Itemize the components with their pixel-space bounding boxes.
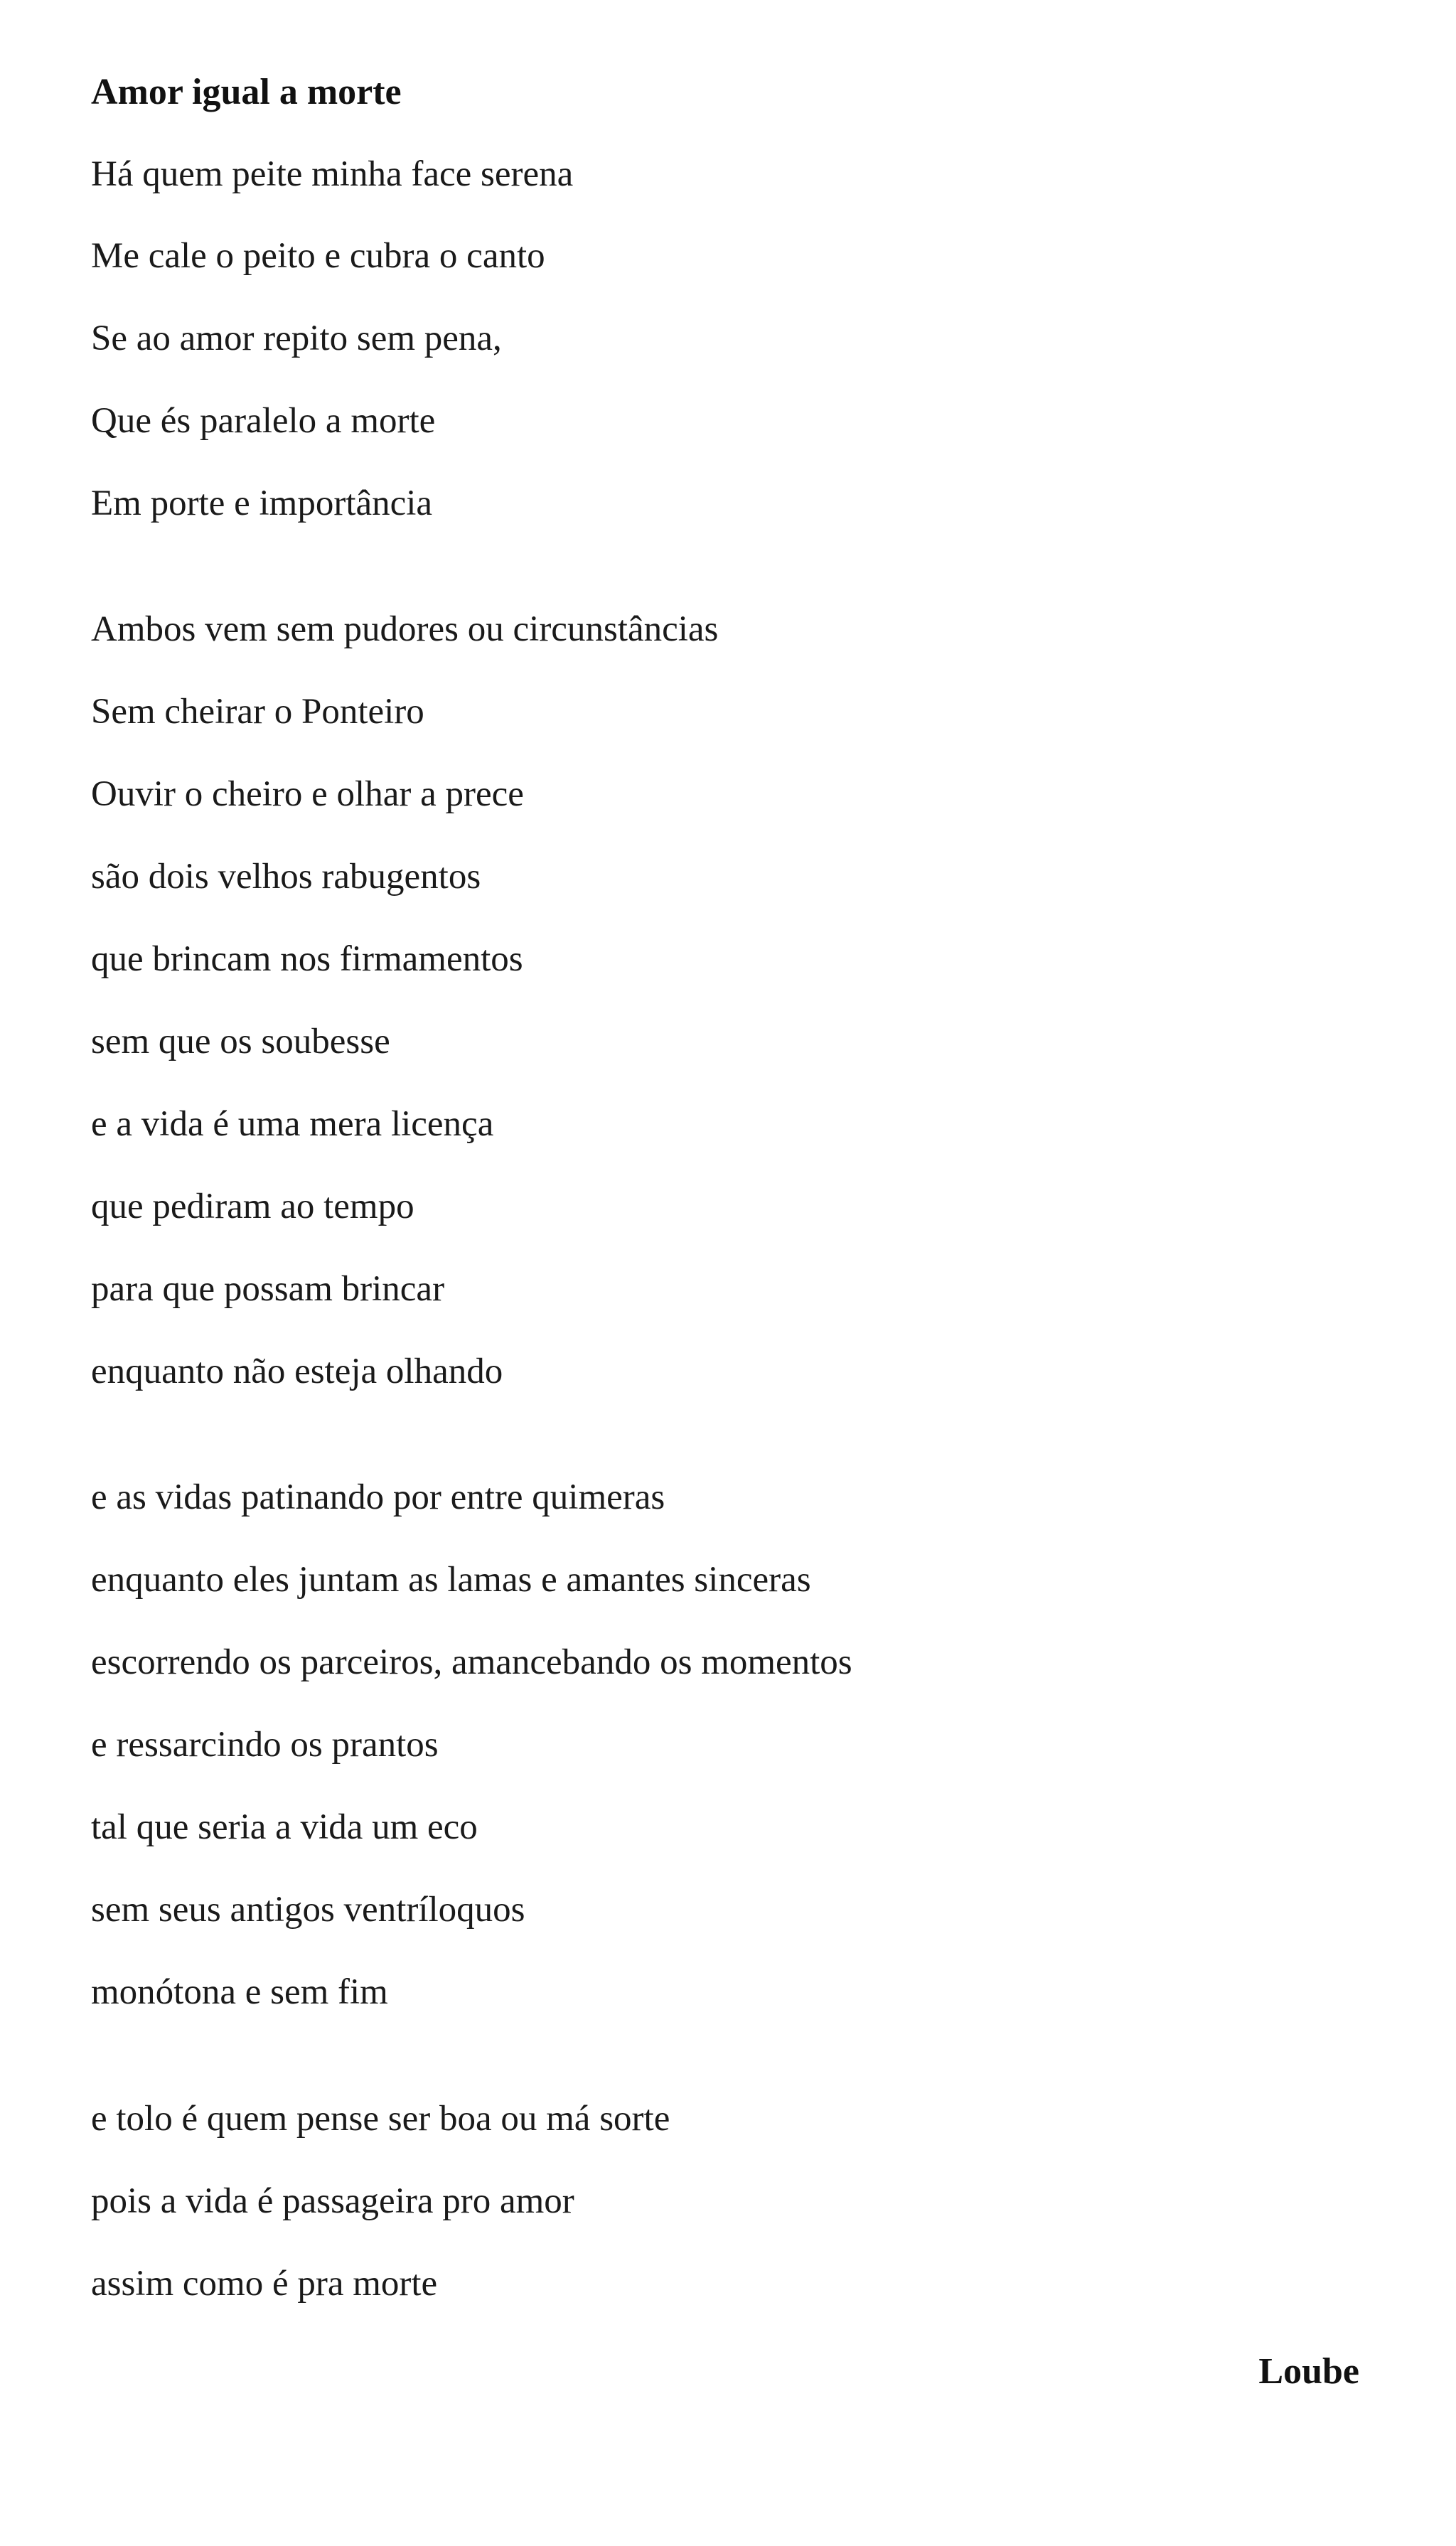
poem-line: enquanto eles juntam as lamas e amantes sinceras	[91, 1560, 811, 1600]
poem-line: escorrendo os parceiros, amancebando os momentos	[91, 1642, 852, 1682]
poem-line: que brincam nos firmamentos	[91, 939, 523, 979]
author-signature: Loube	[1258, 2351, 1359, 2392]
poem-line: e ressarcindo os prantos	[91, 1725, 439, 1765]
poem-line: Ambos vem sem pudores ou circunstâncias	[91, 609, 719, 649]
poem-line: e as vidas patinando por entre quimeras	[91, 1477, 665, 1517]
poem-line: Que és paralelo a morte	[91, 401, 436, 441]
poem-line: são dois velhos rabugentos	[91, 857, 481, 897]
poem-line: Em porte e importância	[91, 483, 433, 523]
poem-line: que pediram ao tempo	[91, 1187, 414, 1226]
poem-line: Sem cheirar o Ponteiro	[91, 692, 424, 732]
poem-line: enquanto não esteja olhando	[91, 1352, 503, 1391]
poem-line: Há quem peite minha face serena	[91, 154, 574, 194]
poem-line: sem seus antigos ventríloquos	[91, 1890, 525, 1930]
poem-title: Amor igual a morte	[91, 72, 402, 112]
poem-line: assim como é pra morte	[91, 2264, 438, 2304]
poem-line: pois a vida é passageira pro amor	[91, 2181, 574, 2221]
poem-line: tal que seria a vida um eco	[91, 1807, 478, 1847]
poem-line: monótona e sem fim	[91, 1972, 388, 2012]
poem-line: Me cale o peito e cubra o canto	[91, 236, 545, 276]
poem-line: para que possam brincar	[91, 1269, 445, 1309]
poem-line: e tolo é quem pense ser boa ou má sorte	[91, 2099, 670, 2139]
poem-line: Se ao amor repito sem pena,	[91, 319, 502, 358]
poem-line: sem que os soubesse	[91, 1022, 390, 1061]
poem-line: Ouvir o cheiro e olhar a prece	[91, 774, 524, 814]
poem-line: e a vida é uma mera licença	[91, 1104, 494, 1144]
